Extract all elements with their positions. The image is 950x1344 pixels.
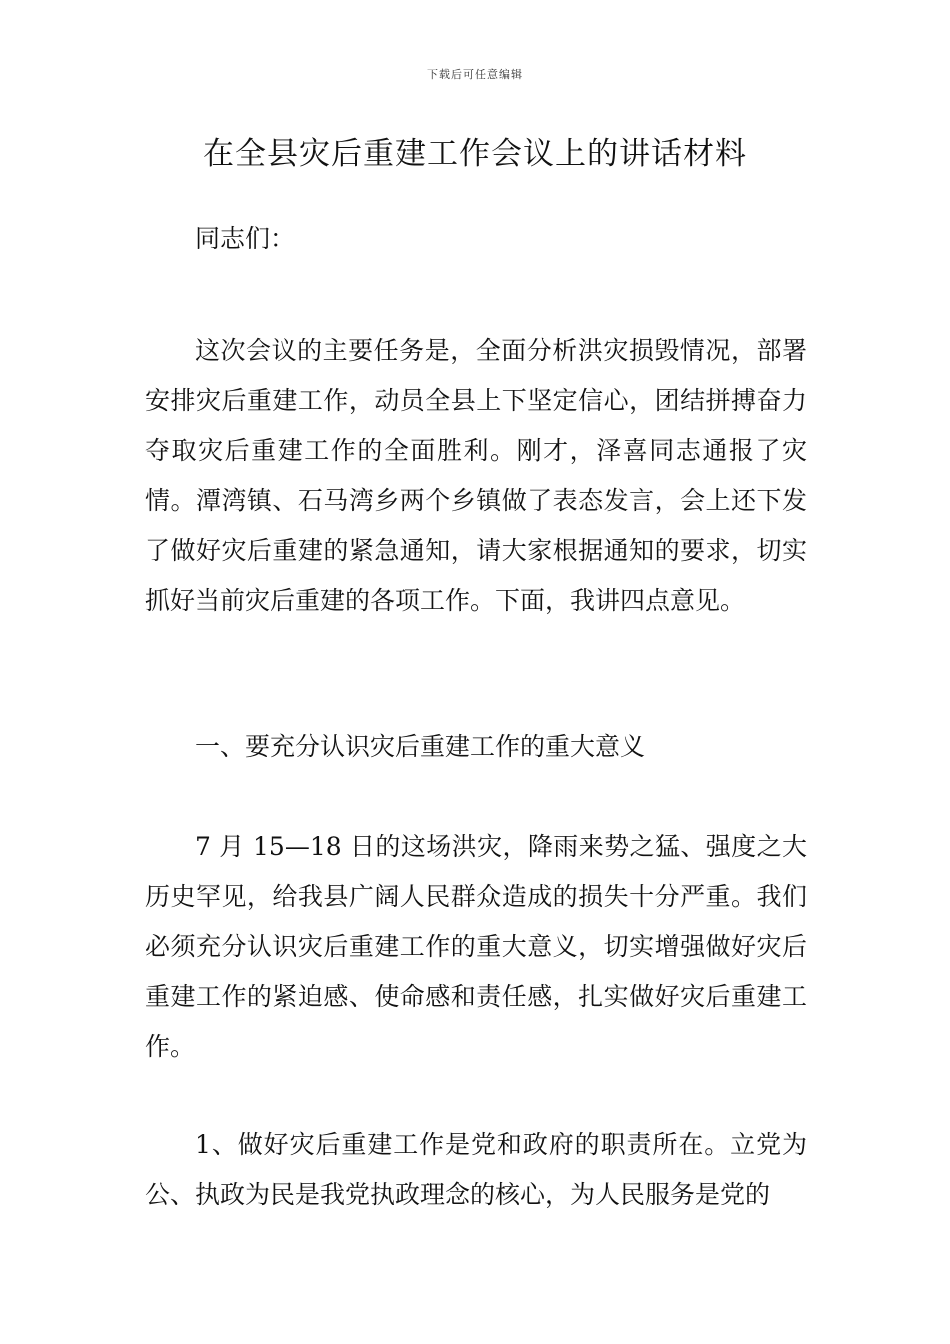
section-heading-block: [145, 722, 807, 772]
document-title: 在全县灾后重建工作会议上的讲话材料: [203, 136, 747, 172]
header-note: 下载后可任意编辑: [427, 68, 523, 81]
paragraph-section-1: 7 月 15—18 日的这场洪灾，降雨来势之猛、强度之大历史罕见，给我县广阔人民群众造成的损失十分严重。我们必须充分认识灾后重建工作的重大意义，切实增强做好灾后重建工作的紧迫感、使命感和责任感，扎实做好灾后重建工作。: [145, 832, 807, 1061]
salutation-block: [145, 214, 807, 264]
section-heading-1: 一、要充分认识灾后重建工作的重大意义: [195, 732, 646, 761]
section-body-block: [145, 822, 807, 1072]
paragraph-salutation: 同志们：: [195, 224, 296, 253]
intro-block: [145, 326, 807, 626]
subsection-block: [145, 1120, 807, 1220]
paragraph-subsection-1: 1、做好灾后重建工作是党和政府的职责所在。立党为公、执政为民是我党执政理念的核心，为人民服务是党的: [145, 1130, 807, 1209]
paragraph-intro: 这次会议的主要任务是，全面分析洪灾损毁情况，部署安排灾后重建工作，动员全县上下坚定信心，团结拼搏奋力夺取灾后重建工作的全面胜利。刚才，泽喜同志通报了灾情。潭湾镇、石马湾乡两个乡镇做了表态发言，会上还下发了做好灾后重建的紧急通知，请大家根据通知的要求，切实抓好当前灾后重建的各项工作。下面，我讲四点意见。: [145, 336, 807, 615]
